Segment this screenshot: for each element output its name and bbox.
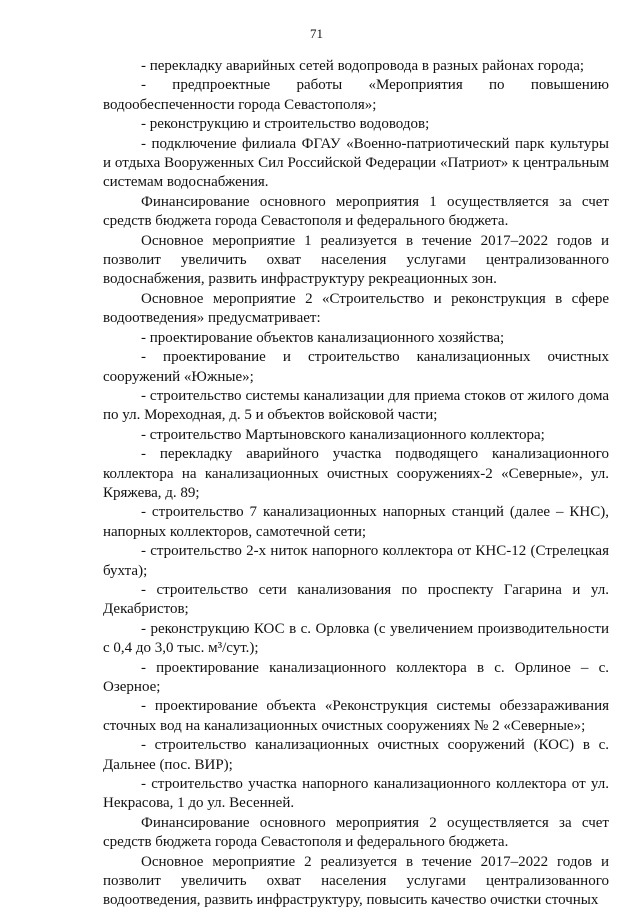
paragraph: - строительство сети канализования по проспекту Гагарина и ул. Декабристов;	[103, 581, 609, 618]
paragraph: - реконструкцию и строительство водоводов;	[141, 116, 430, 133]
document-body	[103, 57, 609, 911]
paragraph: - проектирование канализационного коллектора в с. Орлиное – с. Озерное;	[103, 659, 609, 695]
paragraph: - предпроектные работы «Мероприятия по повышению водообеспеченности города Севастополя»;	[103, 77, 609, 113]
paragraph: - строительство Мартыновского канализационного коллектора;	[141, 426, 545, 443]
paragraph: - проектирование и строительство канализационных очистных сооружений «Южные»;	[103, 349, 609, 385]
paragraph: - строительство 7 канализационных напорных станций (далее – КНС), напорных коллекторов, самотечной сети;	[103, 504, 609, 540]
paragraph: Финансирование основного мероприятия 2 осуществляется за счет средств бюджета города Севастополя и федерального бюджета.	[103, 814, 609, 851]
page-number: 71	[310, 26, 323, 41]
paragraph: - подключение филиала ФГАУ «Военно-патриотический парк культуры и отдыха Вооруженных Сил Российской Федерации «Патриот» к центральным системам водоснабжения.	[103, 135, 609, 191]
paragraph: - строительство канализационных очистных сооружений (КОС) в с. Дальнее (пос. ВИР);	[103, 737, 609, 773]
paragraph: Основное мероприятие 2 реализуется в течение 2017–2022 годов и позволит увеличить охват населения услугами централизованного водоотведения, развить инфраструктуру, повысить качество очистки сточных	[103, 853, 609, 909]
paragraph: - строительство системы канализации для приема стоков от жилого дома по ул. Мореходная, д. 5 и объектов войсковой части;	[103, 387, 609, 424]
paragraph: Финансирование основного мероприятия 1 осуществляется за счет средств бюджета города Севастополя и федерального бюджета.	[103, 193, 609, 230]
paragraph: - перекладку аварийного участка подводящего канализационного коллектора на канализационных очистных сооружениях-2 «Северные», ул. Кряжева, д. 89;	[103, 446, 609, 501]
paragraph: - проектирование объекта «Реконструкция системы обеззараживания сточных вод на канализационных очистных сооружениях № 2 «Северные»;	[103, 698, 609, 734]
paragraph: - перекладку аварийных сетей водопровода в разных районах города;	[141, 58, 585, 74]
paragraph: - строительство участка напорного канализационного коллектора от ул. Некрасова, 1 до ул. Весенней.	[103, 776, 609, 812]
paragraph: Основное мероприятие 1 реализуется в течение 2017–2022 годов и позволит увеличить охват населения услугами централизованного водоснабжения, развить инфраструктуру рекреационных зон.	[103, 232, 609, 288]
paragraph: Основное мероприятие 2 «Строительство и реконструкция в сфере водоотведения» предусматривает:	[103, 290, 609, 327]
paragraph: - реконструкцию КОС в с. Орловка (с увеличением производительности с 0,4 до 3,0 тыс. м³/сут.);	[103, 620, 609, 657]
paragraph: - строительство 2-х ниток напорного коллектора от КНС-12 (Стрелецкая бухта);	[103, 543, 609, 579]
paragraph: - проектирование объектов канализационного хозяйства;	[141, 329, 505, 346]
